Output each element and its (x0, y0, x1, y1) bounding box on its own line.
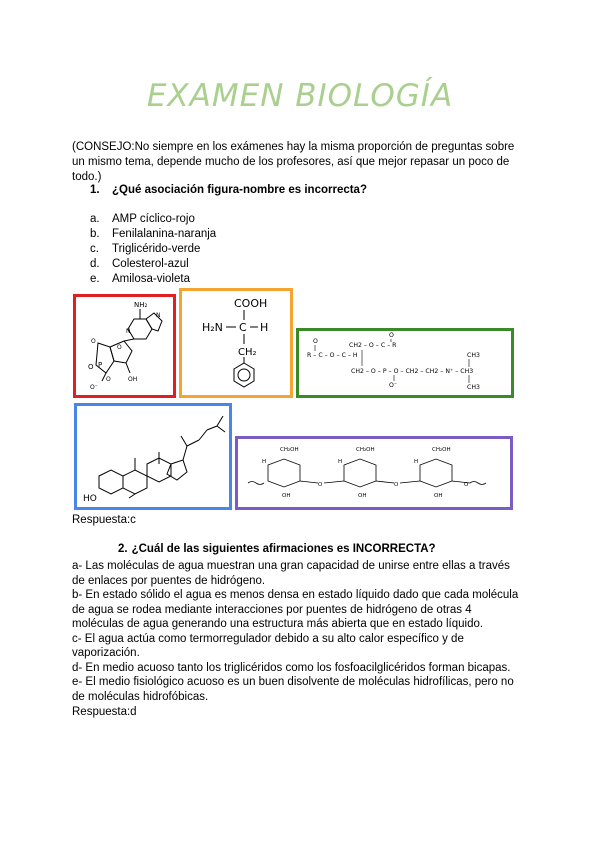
option-e-text: Amilosa-violeta (112, 273, 190, 285)
question-1-answer: Respuesta:c (72, 514, 136, 526)
option-c (90, 242, 216, 257)
camp-o-label-4: O (106, 376, 111, 383)
amylose-o-1: O (318, 482, 323, 488)
camp-nh2-label: NH₂ (134, 301, 148, 309)
question-1-options (90, 212, 216, 287)
camp-n-label-2: N (126, 328, 131, 335)
statement-c: c- El agua actúa como termorregulador debido a su alto calor específico y de vaporización. (72, 632, 464, 659)
figure-camp-box (73, 294, 176, 398)
lipid-ch3-top: CH3 (467, 352, 480, 359)
phe-cooh-label: COOH (234, 297, 268, 310)
lipid-ch3-bottom: CH3 (467, 384, 480, 391)
advice-text: (CONSEJO:No siempre en los exámenes hay la misma proporción de preguntas sobre un mismo tema, depende mucho de los profesores, así que mejor repasar un poco de todo.) (72, 141, 515, 183)
phe-h-label: H (260, 321, 269, 334)
camp-o-label-3: O (88, 363, 94, 371)
statement-b: b- En estado sólido el agua es menos densa en estado líquido dado que cada molécula de agua se rodea mediante interacciones por puentes de hidrógeno de otras 4 moléculas de agua generando una estructura más abierta que en estado líquido. (72, 589, 519, 630)
amylose-h-1: H (262, 459, 267, 465)
question-1-heading (90, 184, 367, 196)
option-d (90, 257, 216, 272)
lipid-o-minus: O⁻ (389, 382, 398, 389)
option-e (90, 272, 216, 287)
figure-triglyceride-box (296, 328, 514, 398)
camp-o-label-2: O (91, 338, 96, 345)
lipid-o-top-2: O (389, 332, 394, 339)
amylose-h-2: H (338, 459, 343, 465)
camp-oh-label: OH (128, 376, 138, 383)
question-2-heading (118, 543, 436, 555)
amylose-o-3: O (464, 482, 469, 488)
camp-n-label: N (156, 312, 161, 319)
option-a (90, 212, 216, 227)
camp-p-label: P (98, 361, 103, 369)
amylose-oh-3: OH (434, 493, 443, 499)
option-c-text: Triglicérido-verde (112, 243, 201, 255)
question-2-statements (72, 559, 522, 704)
amylose-o-2: O (394, 482, 399, 488)
camp-o-label: O (117, 344, 122, 351)
question-1-number: 1. (90, 184, 100, 196)
cholesterol-structure (77, 406, 229, 507)
phenylalanine-structure (182, 291, 290, 395)
figure-amylose-box (235, 436, 513, 510)
option-d-letter: d. (90, 258, 100, 270)
question-1-text: ¿Qué asociación figura-nombre es incorrecta? (112, 184, 367, 196)
option-b-text: Fenilalanina-naranja (112, 228, 217, 240)
option-a-text: AMP cíclico-rojo (112, 213, 195, 225)
figure-cholesterol-box (74, 403, 232, 510)
lipid-line-1: R – C – O – C – H (307, 352, 358, 359)
lipid-o-top-1: O (313, 338, 318, 345)
phe-ch2-label: CH₂ (238, 347, 257, 358)
camp-structure (76, 297, 173, 395)
option-a-letter: a. (90, 213, 100, 225)
phe-hn-label: H₂N (202, 321, 223, 334)
phe-c-label: C (239, 321, 247, 334)
amylose-oh-1: OH (282, 493, 291, 499)
question-2-number: 2. (118, 543, 128, 555)
question-2-text: ¿Cuál de las siguientes afirmaciones es INCORRECTA? (131, 543, 436, 555)
amylose-structure (238, 439, 510, 507)
cholesterol-ho-label: HO (83, 494, 97, 504)
lipid-line-2: CH2 – O – P – O – CH2 – CH2 – N⁺ – CH3 (351, 368, 474, 375)
amylose-ch2oh-1: CH₂OH (280, 447, 299, 453)
option-e-letter: e. (90, 273, 100, 285)
lipid-structure (299, 331, 511, 395)
amylose-ch2oh-3: CH₂OH (432, 447, 451, 453)
amylose-h-3: H (414, 459, 419, 465)
camp-ominus-label: O⁻ (90, 384, 98, 391)
question-2-answer: Respuesta:d (72, 706, 137, 718)
statement-e: e- El medio fisiológico acuoso es un buen disolvente de moléculas hidrofílicas, pero no de moléculas hidrofóbicas. (72, 676, 514, 703)
benzene-ring (234, 363, 254, 387)
option-d-text: Colesterol-azul (112, 258, 189, 270)
figure-phenylalanine-box (179, 288, 293, 398)
statement-d: d- En medio acuoso tanto los triglicéridos como los fosfoacilglicéridos forman bicapas. (72, 661, 511, 674)
option-b (90, 227, 216, 242)
option-c-letter: c. (90, 243, 99, 255)
amylose-oh-2: OH (358, 493, 367, 499)
lipid-line-1b: CH2 – O – C – R (349, 342, 397, 349)
amylose-ch2oh-2: CH₂OH (356, 447, 375, 453)
statement-a: a- Las moléculas de agua muestran una gran capacidad de unirse entre ellas a través de enlaces por puentes de hidrógeno. (72, 560, 510, 587)
exam-title: EXAMEN BIOLOGÍA (146, 78, 454, 114)
option-b-letter: b. (90, 228, 100, 240)
